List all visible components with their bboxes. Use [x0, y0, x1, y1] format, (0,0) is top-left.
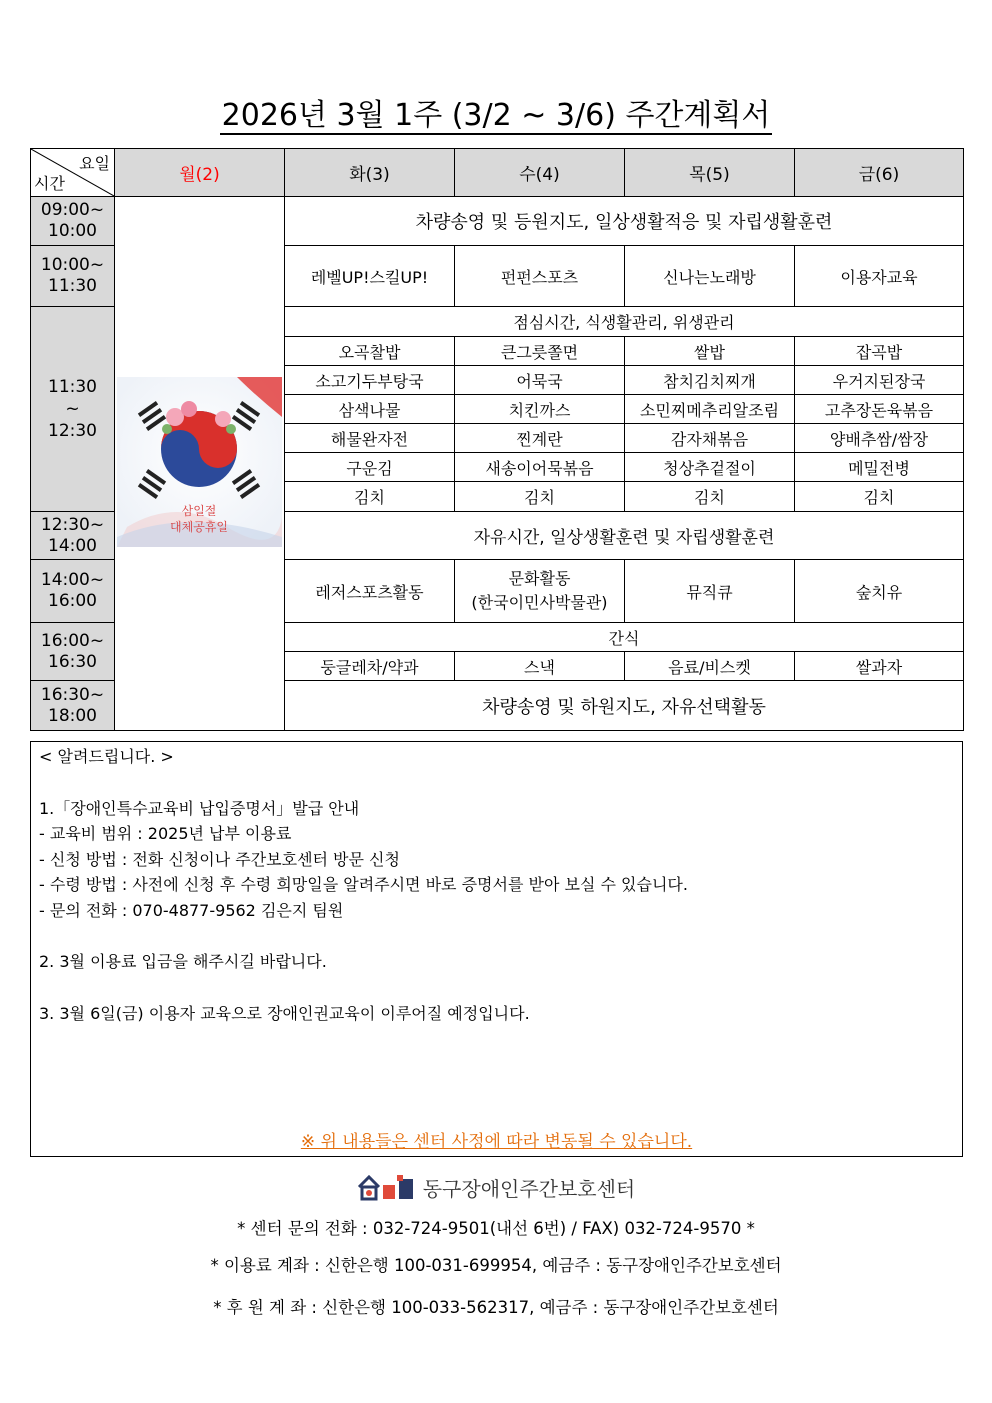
footer-support-account: * 후 원 계 좌 : 신한은행 100-033-562317, 예금주 : 동구장애인주간보호센터: [213, 1298, 779, 1317]
header-row: [31, 149, 964, 197]
notice-item-1-title: 1.「장애인특수교육비 납입증명서」발급 안내: [39, 798, 360, 818]
menu-cell: 구운김: [285, 453, 455, 482]
menu-cell: 어묵국: [455, 366, 625, 395]
time-0900: 09:00~ 10:00: [31, 197, 115, 246]
menu-cell: 김치: [455, 482, 625, 512]
notice-warning: ※ 위 내용들은 센터 사정에 따라 변동될 수 있습니다.: [300, 1132, 693, 1152]
footer-phone: * 센터 문의 전화 : 032-724-9501(내선 6번) / FAX) 032-724-9570 *: [237, 1219, 755, 1238]
program-thu-1000: 신나는노래방: [625, 246, 795, 307]
center-logo: [0, 1170, 992, 1204]
program-thu-1400: 뮤직큐: [625, 560, 795, 623]
notice-item-3: 3. 3월 6일(금) 이용자 교육으로 장애인권교육이 이루어질 예정입니다.: [39, 1003, 530, 1023]
menu-cell: 고추장돈육볶음: [795, 395, 964, 424]
menu-cell: 김치: [285, 482, 455, 512]
menu-cell: 오곡찰밥: [285, 337, 455, 366]
menu-cell: 양배추쌈/쌈장: [795, 424, 964, 453]
menu-cell: 삼색나물: [285, 395, 455, 424]
snack-cell: 둥글레차/약과: [285, 652, 455, 681]
notice-header: < 알려드립니다. >: [39, 747, 174, 766]
program-wed-1000: 펀펀스포츠: [455, 246, 625, 307]
menu-cell: 찐계란: [455, 424, 625, 453]
time-1230: 12:30~ 14:00: [31, 512, 115, 560]
program-wed-1400: 문화활동 (한국이민사박물관): [455, 560, 625, 623]
snack-cell: 스낵: [455, 652, 625, 681]
program-tue-1400: 레저스포츠활동: [285, 560, 455, 623]
menu-cell: 청상추겉절이: [625, 453, 795, 482]
day-header-thu: 목(5): [625, 149, 795, 197]
menu-cell: 우거지된장국: [795, 366, 964, 395]
day-header-mon: 월(2): [115, 149, 285, 197]
holiday-subtitle: 대체공휴일: [170, 519, 228, 534]
time-1400: 14:00~ 16:00: [31, 560, 115, 623]
time-1600: 16:00~ 16:30: [31, 623, 115, 681]
holiday-name: 삼일절: [181, 503, 217, 518]
day-header-fri: 금(6): [795, 149, 964, 197]
menu-cell: 소고기두부탕국: [285, 366, 455, 395]
menu-cell: 소민찌메추리알조림: [625, 395, 795, 424]
holiday-cell: [115, 197, 285, 731]
holiday-image: [117, 377, 282, 547]
center-name: 동구장애인주간보호센터: [422, 1176, 636, 1201]
notice-item-1-line: - 교육비 범위 : 2025년 납부 이용료: [39, 824, 292, 843]
corner-cell: [31, 149, 115, 197]
menu-cell: 쌀밥: [625, 337, 795, 366]
time-1000: 10:00~ 11:30: [31, 246, 115, 307]
notice-item-1-line: - 문의 전화 : 070-4877-9562 김은지 팀원: [39, 900, 344, 920]
notice-box: [30, 741, 963, 1157]
corner-day-label: 요일: [79, 154, 110, 173]
snack-title: 간식: [285, 623, 964, 652]
program-tue-1000: 레벨UP!스킬UP!: [285, 246, 455, 307]
footer-fee-account: * 이용료 계좌 : 신한은행 100-031-699954, 예금주 : 동구장애인주간보호센터: [210, 1256, 782, 1275]
snack-cell: 음료/비스켓: [625, 652, 795, 681]
activity-1230: 자유시간, 일상생활훈련 및 자립생활훈련: [285, 512, 964, 560]
program-fri-1000: 이용자교육: [795, 246, 964, 307]
day-header-wed: 수(4): [455, 149, 625, 197]
menu-cell: 새송이어묵볶음: [455, 453, 625, 482]
activity-1630: 차량송영 및 하원지도, 자유선택활동: [285, 681, 964, 731]
lunch-title: 점심시간, 식생활관리, 위생관리: [285, 307, 964, 337]
day-header-tue: 화(3): [285, 149, 455, 197]
menu-cell: 김치: [795, 482, 964, 512]
menu-cell: 큰그릇쫄면: [455, 337, 625, 366]
time-1630: 16:30~ 18:00: [31, 681, 115, 731]
notice-item-2: 2. 3월 이용료 입금을 해주시길 바랍니다.: [39, 952, 327, 971]
activity-0900: 차량송영 및 등원지도, 일상생활적응 및 자립생활훈련: [285, 197, 964, 246]
menu-cell: 참치김치찌개: [625, 366, 795, 395]
time-1130: 11:30 ~ 12:30: [31, 307, 115, 512]
menu-cell: 치킨까스: [455, 395, 625, 424]
corner-time-label: 시간: [34, 174, 65, 193]
menu-cell: 감자채볶음: [625, 424, 795, 453]
menu-cell: 김치: [625, 482, 795, 512]
program-fri-1400: 숲치유: [795, 560, 964, 623]
menu-cell: 잡곡밥: [795, 337, 964, 366]
menu-cell: 해물완자전: [285, 424, 455, 453]
house-logo-icon: [357, 1173, 415, 1201]
menu-cell: 메밀전병: [795, 453, 964, 482]
notice-item-1-line: - 수령 방법 : 사전에 신청 후 수령 희망일을 알려주시면 바로 증명서를 받아 보실 수 있습니다.: [39, 875, 688, 894]
notice-item-1-line: - 신청 방법 : 전화 신청이나 주간보호센터 방문 신청: [39, 849, 400, 869]
page-title: 2026년 3월 1주 (3/2 ~ 3/6) 주간계획서: [221, 98, 771, 133]
weekly-schedule-table: [30, 148, 964, 731]
snack-cell: 쌀과자: [795, 652, 964, 681]
